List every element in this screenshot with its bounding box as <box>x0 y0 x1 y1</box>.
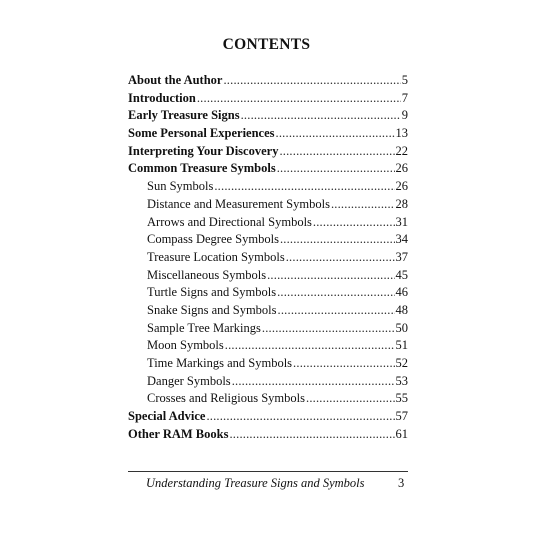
toc-entry-label: Danger Symbols <box>147 373 231 388</box>
toc-entry-page-number: 26 <box>395 179 408 194</box>
toc-subentry <box>128 284 408 302</box>
running-footer-title: Understanding Treasure Signs and Symbols <box>146 476 365 490</box>
toc-entry-page-number: 57 <box>395 409 408 424</box>
toc-entry <box>128 426 408 444</box>
dot-leader <box>313 214 395 232</box>
toc-entry-page-number: 45 <box>395 267 408 282</box>
toc-entry-page-number: 9 <box>401 108 408 123</box>
toc-entry-label: Arrows and Directional Symbols <box>147 214 312 229</box>
footer-divider <box>128 471 408 472</box>
toc-entry-label: Moon Symbols <box>147 338 224 353</box>
dot-leader <box>279 143 394 161</box>
dot-leader <box>214 178 394 196</box>
toc-entry-page-number: 51 <box>395 338 408 353</box>
dot-leader <box>267 267 394 285</box>
dot-leader <box>331 196 395 214</box>
toc-entry <box>128 125 408 143</box>
toc-entry-page-number: 53 <box>395 373 408 388</box>
dot-leader <box>286 249 395 267</box>
toc-entry <box>128 408 408 426</box>
dot-leader <box>223 72 400 90</box>
toc-entry <box>128 90 408 108</box>
page-title: CONTENTS <box>222 36 311 53</box>
toc-entry <box>128 72 408 90</box>
toc-entry-label: Treasure Location Symbols <box>147 249 285 264</box>
toc-entry-label: Introduction <box>128 90 196 105</box>
toc-entry-page-number: 28 <box>395 196 408 211</box>
toc-subentry <box>128 267 408 285</box>
dot-leader <box>306 390 395 408</box>
toc-entry-label: Early Treasure Signs <box>128 108 240 123</box>
dot-leader <box>278 302 395 320</box>
dot-leader <box>262 320 395 338</box>
toc-entry-label: Crosses and Religious Symbols <box>147 391 305 406</box>
toc-entry-label: Time Markings and Symbols <box>147 356 293 370</box>
dot-leader <box>206 408 394 426</box>
toc-entry-label: Miscellaneous Symbols <box>147 267 267 282</box>
toc-entry-page-number: 50 <box>395 320 408 335</box>
dot-leader <box>232 373 395 391</box>
footer-page-number: 3 <box>398 476 405 490</box>
toc-entry <box>128 107 408 125</box>
toc-entry-page-number: 22 <box>395 143 408 158</box>
toc-entry-page-number: 31 <box>395 214 408 229</box>
toc-entry-page-number: 46 <box>395 285 408 300</box>
toc-entry-label: Common Treasure Symbols <box>128 161 276 176</box>
dot-leader <box>293 355 394 373</box>
toc-entry-label: Distance and Measurement Symbols <box>147 196 330 211</box>
toc-entry-page-number: 55 <box>395 391 408 406</box>
toc-entry-page-number: 48 <box>395 302 408 317</box>
toc-entry-page-number: 61 <box>395 426 408 441</box>
toc-entry <box>128 143 408 161</box>
toc-entry-page-number: 7 <box>401 90 408 105</box>
toc-entry <box>128 160 408 178</box>
toc-subentry <box>128 178 408 196</box>
dot-leader <box>276 125 395 143</box>
dot-leader <box>280 231 395 249</box>
toc-subentry <box>128 355 408 373</box>
dot-leader <box>229 426 394 444</box>
table-of-contents <box>128 72 408 443</box>
toc-entry-label: Special Advice <box>128 409 206 424</box>
toc-entry-label: Other RAM Books <box>128 426 229 441</box>
dot-leader <box>277 284 394 302</box>
toc-subentry <box>128 249 408 267</box>
toc-entry-page-number: 37 <box>395 249 408 264</box>
toc-entry-label: About the Author <box>128 73 223 87</box>
toc-subentry <box>128 390 408 408</box>
dot-leader <box>197 90 401 108</box>
toc-entry-label: Sun Symbols <box>147 179 214 194</box>
toc-entry-label: Sample Tree Markings <box>147 320 261 335</box>
toc-entry-label: Turtle Signs and Symbols <box>147 285 277 300</box>
toc-subentry <box>128 196 408 214</box>
toc-entry-label: Snake Signs and Symbols <box>147 302 277 317</box>
toc-entry-page-number: 5 <box>401 73 408 87</box>
toc-subentry <box>128 214 408 232</box>
toc-subentry <box>128 373 408 391</box>
toc-entry-label: Compass Degree Symbols <box>147 232 279 247</box>
toc-subentry <box>128 302 408 320</box>
toc-entry-page-number: 34 <box>395 232 408 247</box>
toc-entry-label: Some Personal Experiences <box>128 126 275 141</box>
dot-leader <box>241 107 401 125</box>
toc-subentry <box>128 231 408 249</box>
toc-subentry <box>128 337 408 355</box>
toc-entry-label: Interpreting Your Discovery <box>128 143 279 158</box>
toc-entry-page-number: 13 <box>395 126 408 141</box>
toc-entry-page-number: 52 <box>395 356 408 370</box>
toc-subentry <box>128 320 408 338</box>
dot-leader <box>225 337 395 355</box>
toc-entry-page-number: 26 <box>395 161 408 176</box>
dot-leader <box>277 160 395 178</box>
